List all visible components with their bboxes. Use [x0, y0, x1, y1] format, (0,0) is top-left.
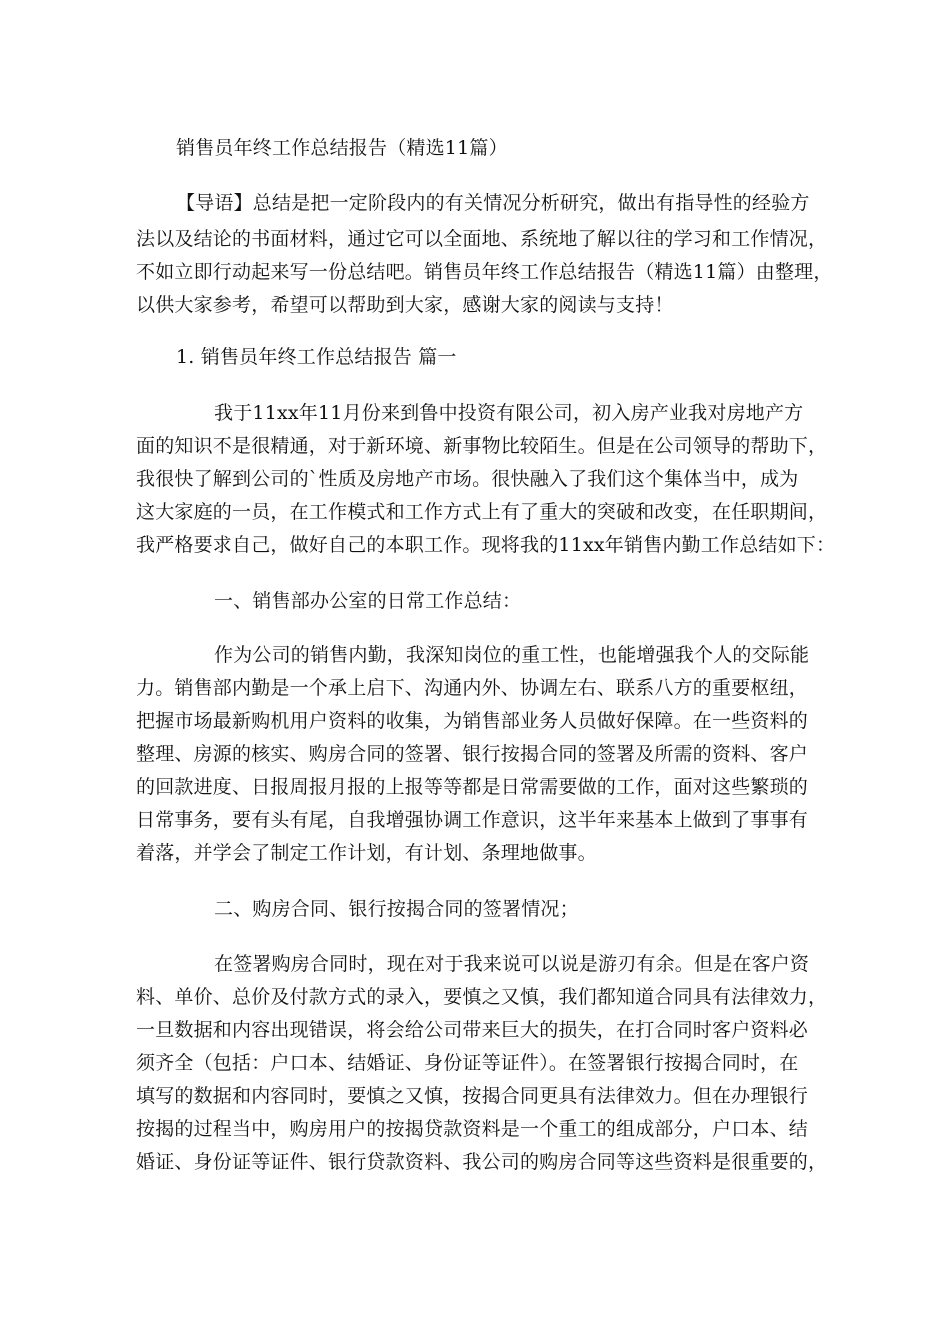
intro-line: 不如立即行动起来写一份总结吧。销售员年终工作总结报告（精选11篇）由整理， [136, 261, 833, 283]
intro-line: 以供大家参考，希望可以帮助到大家，感谢大家的阅读与支持！ [136, 294, 674, 316]
paragraph-line: 一旦数据和内容出现错误，将会给公司带来巨大的损失，在打合同时客户资料必 [136, 1019, 809, 1041]
paragraph-line: 面的知识不是很精通，对于新环境、新事物比较陌生。但是在公司领导的帮助下， [136, 435, 828, 457]
paragraph-line: 这大家庭的一员，在工作模式和工作方式上有了重大的突破和改变，在任职期间， [136, 501, 828, 523]
paragraph-line: 着落，并学会了制定工作计划，有计划、条理地做事。 [136, 842, 597, 864]
paragraph-line: 须齐全（包括：户口本、结婚证、身份证等证件）。在签署银行按揭合同时，在 [136, 1052, 799, 1074]
intro-line: 【导语】总结是把一定阶段内的有关情况分析研究，做出有指导性的经验方 [176, 192, 810, 214]
paragraph-line: 日常事务，要有头有尾，自我增强协调工作意识，这半年来基本上做到了事事有 [136, 809, 809, 831]
intro-line: 法以及结论的书面材料，通过它可以全面地、系统地了解以往的学习和工作情况， [136, 228, 828, 250]
paragraph-line: 在签署购房合同时，现在对于我来说可以说是游刃有余。但是在客户资 [214, 953, 810, 975]
paragraph-line: 我于11xx年11月份来到鲁中投资有限公司，初入房产业我对房地产方 [214, 402, 804, 424]
paragraph-line: 整理、房源的核实、购房合同的签署、银行按揭合同的签署及所需的资料、客户 [136, 743, 809, 765]
paragraph-line: 力。销售部内勤是一个承上启下、沟通内外、协调左右、联系八方的重要枢纽， [136, 677, 809, 699]
paragraph-line: 填写的数据和内容同时，要慎之又慎，按揭合同更具有法律效力。但在办理银行 [136, 1085, 809, 1107]
paragraph-line: 我严格要求自己，做好自己的本职工作。现将我的11xx年销售内勤工作总结如下： [136, 534, 836, 556]
paragraph-line: 我很快了解到公司的`性质及房地产市场。很快融入了我们这个集体当中，成为 [136, 468, 799, 490]
paragraph-line: 作为公司的销售内勤，我深知岗位的重工性，也能增强我个人的交际能 [214, 644, 810, 666]
paragraph-line: 把握市场最新购机用户资料的收集，为销售部业务人员做好保障。在一些资料的 [136, 710, 809, 732]
paragraph-line: 按揭的过程当中，购房用户的按揭贷款资料是一个重工的组成部分，户口本、结 [136, 1118, 809, 1140]
paragraph-line: 料、单价、总价及付款方式的录入，要慎之又慎，我们都知道合同具有法律效力， [136, 986, 828, 1008]
paragraph-line: 的回款进度、日报周报月报的上报等等都是日常需要做的工作，面对这些繁琐的 [136, 776, 809, 798]
subheading: 一、销售部办公室的日常工作总结： [214, 590, 522, 612]
paragraph-line: 婚证、身份证等证件、银行贷款资料、我公司的购房合同等这些资料是很重要的， [136, 1151, 828, 1173]
section-heading: 1. 销售员年终工作总结报告 篇一 [176, 346, 457, 368]
document-title: 销售员年终工作总结报告（精选11篇） [176, 137, 508, 159]
subheading: 二、购房合同、银行按揭合同的签署情况； [214, 898, 579, 920]
